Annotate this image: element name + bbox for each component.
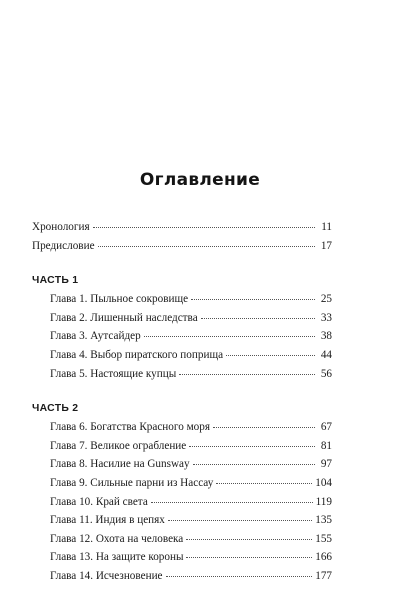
toc-entry-preface	[32, 237, 332, 256]
toc-entry-chapter-11	[32, 511, 332, 530]
toc-entry-label: Глава 1. Пыльное сокровище	[50, 293, 189, 306]
toc-entry-chapter-1	[32, 290, 332, 309]
toc-entry-page: 166	[315, 551, 332, 564]
toc-entry-page: 17	[320, 239, 332, 252]
toc-entry-label: Глава 6. Богатства Красного моря	[50, 421, 210, 434]
toc-entry-label: Глава 2. Лишенный наследства	[50, 311, 198, 324]
leader-dots	[189, 445, 315, 447]
toc-entry-page: 38	[320, 330, 332, 343]
toc-entry-label: Глава 4. Выбор пиратского поприща	[50, 348, 224, 361]
leader-dots	[166, 575, 313, 577]
toc-entry-label: Глава 11. Индия в цепях	[50, 514, 165, 527]
toc-entry-chronology	[32, 218, 332, 237]
toc-entry-page: 104	[315, 476, 332, 489]
toc-entry-page: 25	[320, 293, 332, 306]
toc-entry-label: Глава 5. Настоящие купцы	[50, 367, 177, 380]
leader-dots	[191, 298, 315, 300]
toc-entry-chapter-6	[32, 418, 332, 437]
toc-entry-label: Хронология	[32, 221, 90, 233]
leader-dots	[226, 354, 315, 356]
leader-dots	[201, 317, 315, 319]
toc-entry-chapter-5	[32, 365, 332, 384]
toc-entry-chapter-12	[32, 530, 332, 549]
toc-entry-chapter-7	[32, 437, 332, 456]
leader-dots	[93, 226, 315, 228]
leader-dots	[151, 501, 313, 503]
toc-entry-page: 33	[320, 311, 332, 324]
toc-entry-label: Глава 9. Сильные парни из Нассау	[50, 476, 214, 489]
leader-dots	[216, 482, 312, 484]
part-heading-2: ЧАСТЬ 2	[32, 403, 79, 415]
part-heading-1: ЧАСТЬ 1	[32, 275, 79, 287]
toc-entry-page: 56	[320, 367, 332, 380]
toc-entry-chapter-14	[32, 567, 332, 586]
toc-entry-page: 177	[315, 569, 332, 582]
leader-dots	[213, 426, 315, 428]
toc-entry-label: Глава 10. Край света	[50, 495, 148, 508]
toc-entry-chapter-3	[32, 327, 332, 346]
toc-entry-label: Глава 13. На защите короны	[50, 551, 184, 564]
toc-entry-chapter-10	[32, 493, 332, 512]
leader-dots	[144, 335, 315, 337]
toc-entry-page: 67	[320, 421, 332, 434]
toc-entry-label: Глава 12. Охота на человека	[50, 532, 184, 545]
toc-entry-page: 119	[315, 495, 332, 508]
toc-entry-label: Глава 14. Исчезновение	[50, 569, 163, 582]
toc-entry-chapter-8	[32, 455, 332, 474]
toc-entry-chapter-9	[32, 474, 332, 493]
leader-dots	[98, 245, 315, 247]
toc-entry-page: 135	[315, 514, 332, 527]
leader-dots	[193, 463, 315, 465]
leader-dots	[168, 519, 312, 521]
toc-entry-page: 97	[320, 458, 332, 471]
toc-entry-page: 11	[321, 221, 332, 233]
table-of-contents	[32, 218, 332, 586]
toc-entry-label: Глава 7. Великое ограбление	[50, 439, 187, 452]
leader-dots	[179, 373, 315, 375]
toc-entry-page: 81	[320, 439, 332, 452]
leader-dots	[186, 556, 312, 558]
toc-entry-label: Предисловие	[32, 239, 95, 252]
toc-entry-chapter-4	[32, 346, 332, 365]
toc-entry-page: 44	[320, 348, 332, 361]
toc-entry-page: 155	[315, 532, 332, 545]
toc-entry-chapter-13	[32, 548, 332, 567]
toc-entry-chapter-2	[32, 309, 332, 328]
toc-entry-label: Глава 3. Аутсайдер	[50, 330, 141, 343]
toc-entry-label: Глава 8. Насилие на Gunsway	[50, 458, 190, 471]
toc-title: Оглавление	[139, 170, 261, 190]
leader-dots	[186, 538, 312, 540]
